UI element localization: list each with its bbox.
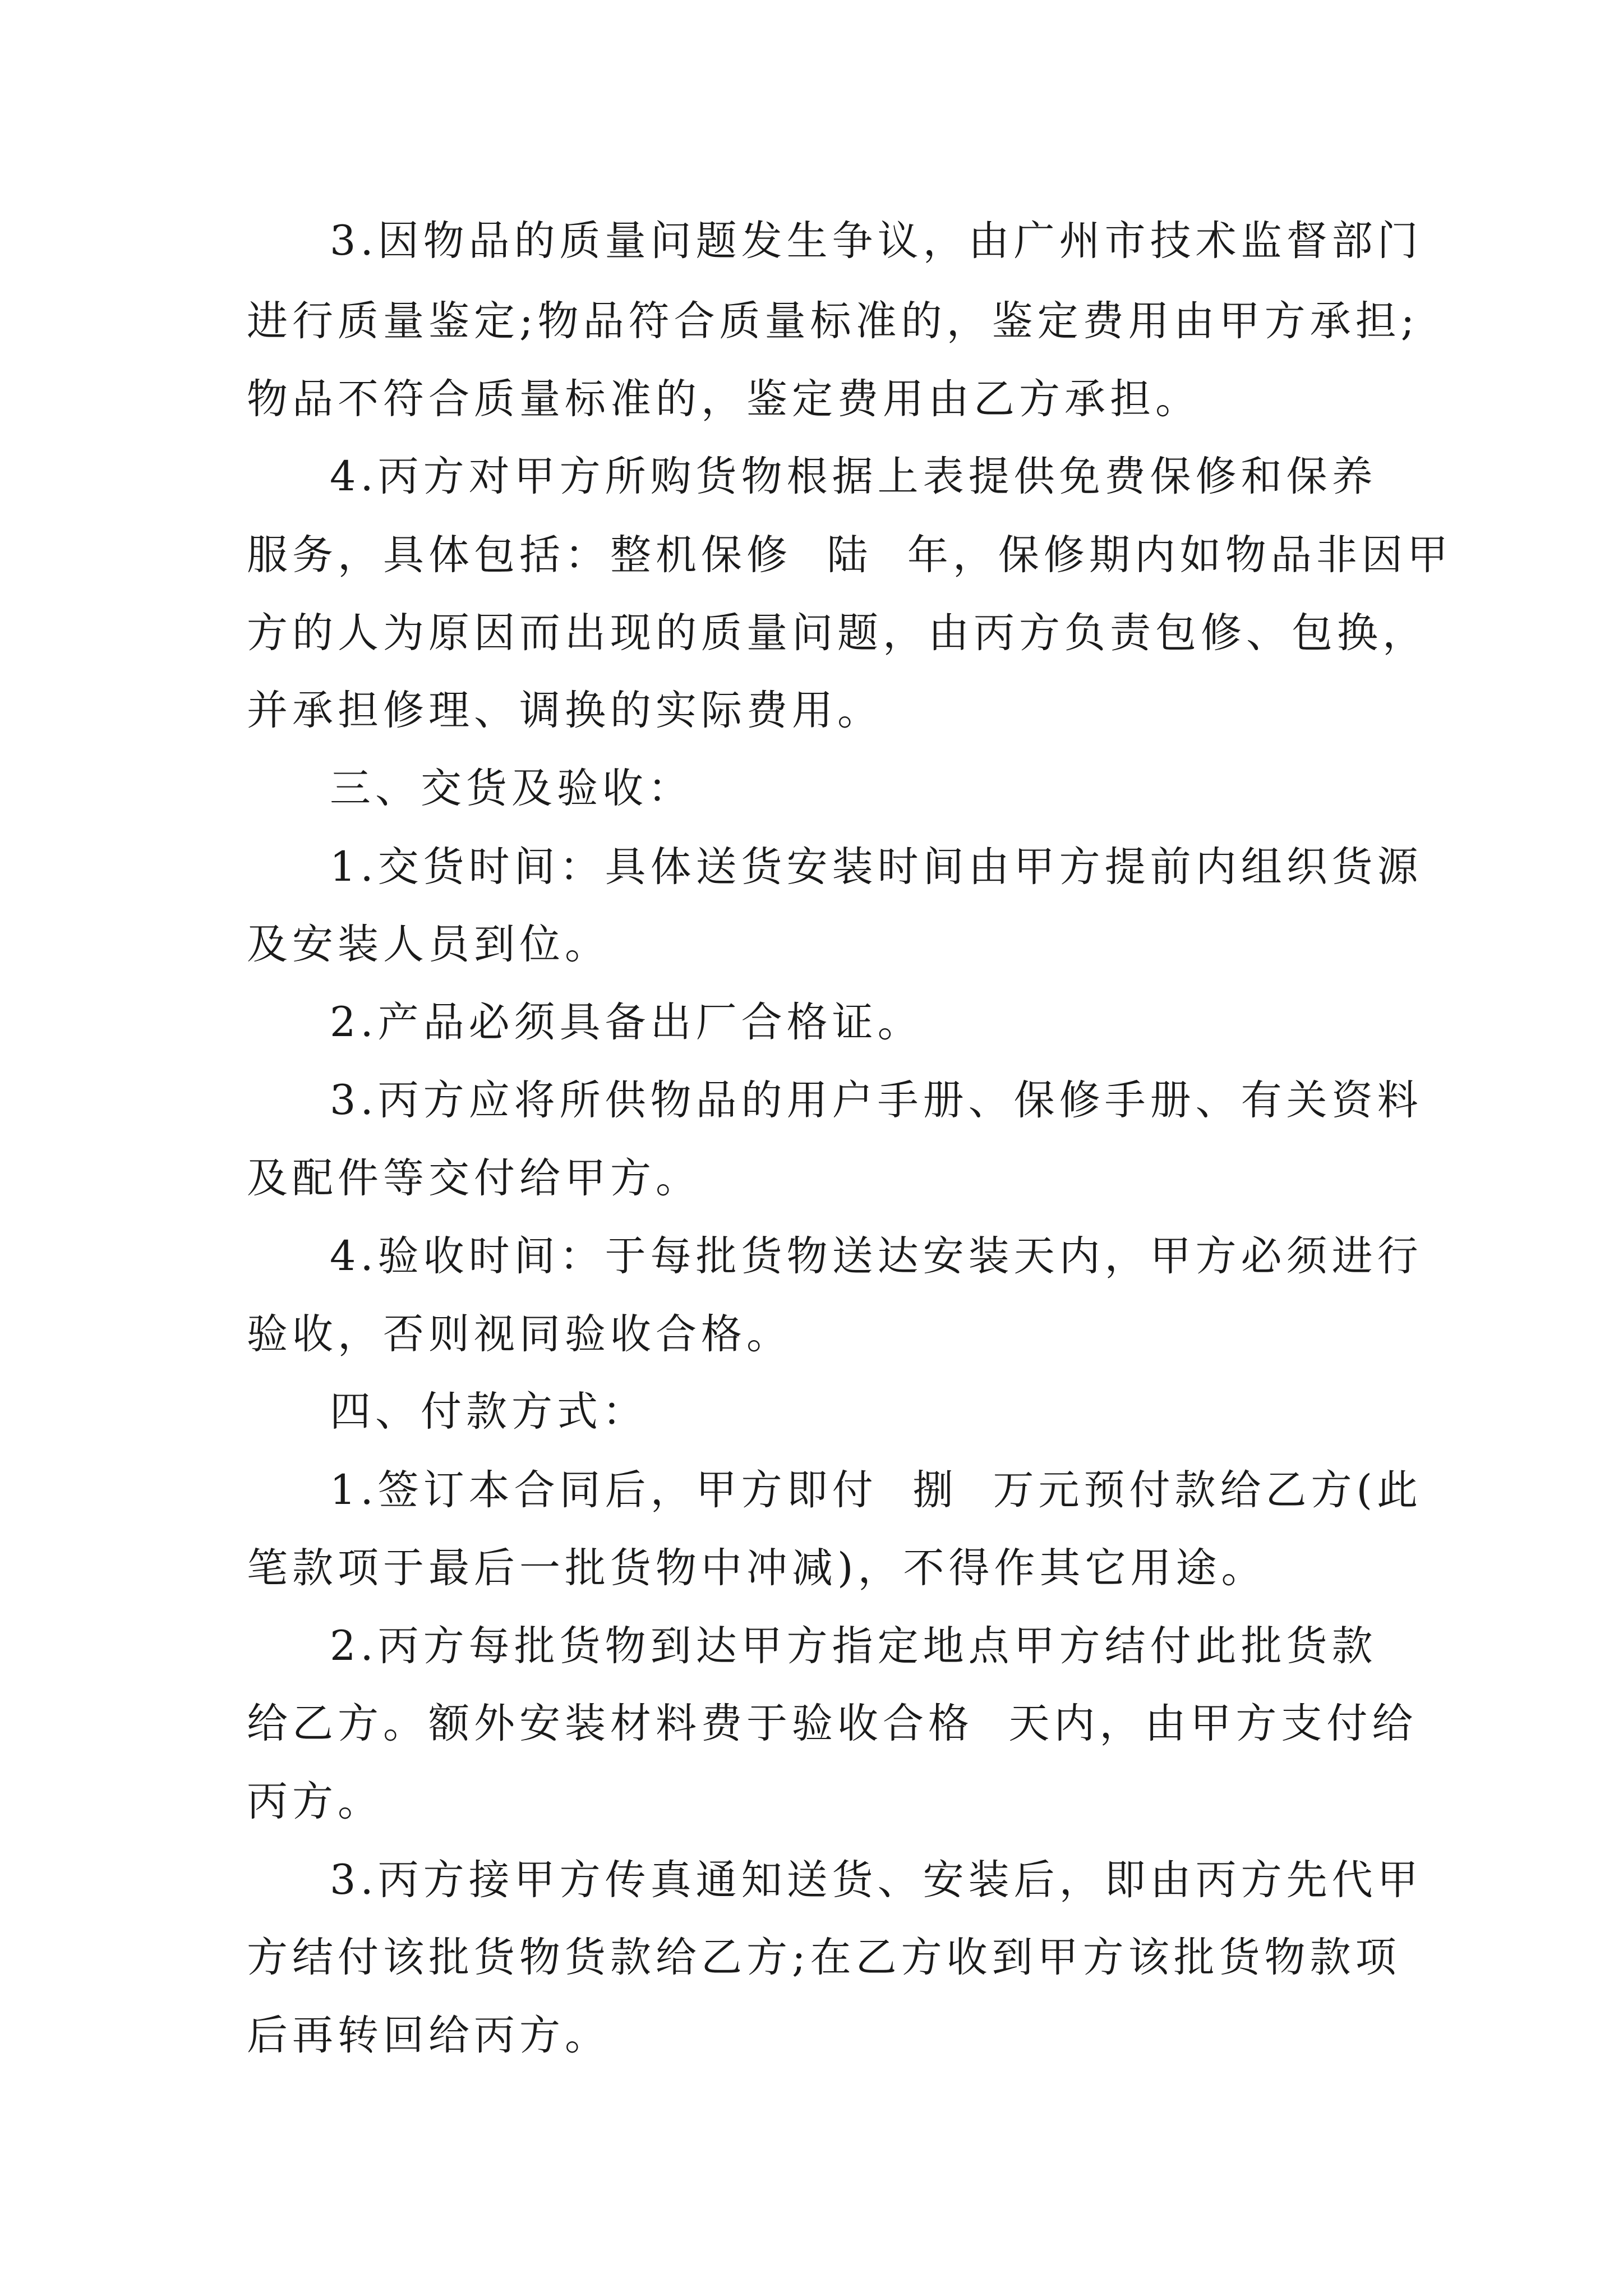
text-line: 1.交货时间：具体送货安装时间由甲方提前内组织货源: [330, 843, 1423, 891]
section-heading: 四、付款方式：: [330, 1388, 648, 1435]
text-line: 验收，否则视同验收合格。: [247, 1310, 792, 1358]
text-line: 后再转回给丙方。: [247, 2012, 610, 2059]
text-line: 及安装人员到位。: [247, 921, 610, 968]
text-line: 给乙方。额外安装材料费于验收合格 天内，由甲方支付给: [247, 1700, 1418, 1747]
text-line: 方结付该批货物货款给乙方;在乙方收到甲方该批货物款项: [247, 1934, 1401, 1981]
text-line: 物品不符合质量标准的，鉴定费用由乙方承担。: [247, 375, 1201, 423]
text-line: 方的人为原因而出现的质量问题，由丙方负责包修、包换，: [247, 609, 1428, 657]
text-line: 4.丙方对甲方所购货物根据上表提供免费保修和保养: [330, 453, 1377, 500]
text-line: 服务，具体包括：整机保修 陆 年，保修期内如物品非因甲: [247, 531, 1453, 579]
text-line: 4.验收时间：于每批货物送达安装天内，甲方必须进行: [330, 1232, 1423, 1280]
text-line: 并承担修理、调换的实际费用。: [247, 687, 883, 734]
text-line: 2.丙方每批货物到达甲方指定地点甲方结付此批货款: [330, 1622, 1377, 1670]
text-line: 3.丙方接甲方传真通知送货、安装后，即由丙方先代甲: [330, 1856, 1423, 1904]
text-line: 及配件等交付给甲方。: [247, 1154, 701, 1202]
text-line: 2.产品必须具备出厂合格证。: [330, 999, 923, 1046]
text-line: 笔款项于最后一批货物中冲减)，不得作其它用途。: [247, 1544, 1267, 1592]
text-line: 丙方。: [247, 1778, 383, 1825]
text-line: 3.丙方应将所供物品的用户手册、保修手册、有关资料: [330, 1076, 1423, 1124]
text-line: 进行质量鉴定;物品符合质量标准的，鉴定费用由甲方承担;: [247, 297, 1419, 345]
text-line: 1.签订本合同后，甲方即付 捌 万元预付款给乙方(此: [330, 1466, 1422, 1514]
section-heading: 三、交货及验收：: [330, 765, 693, 812]
text-line: 3.因物品的质量问题发生争议，由广州市技术监督部门: [330, 217, 1423, 265]
